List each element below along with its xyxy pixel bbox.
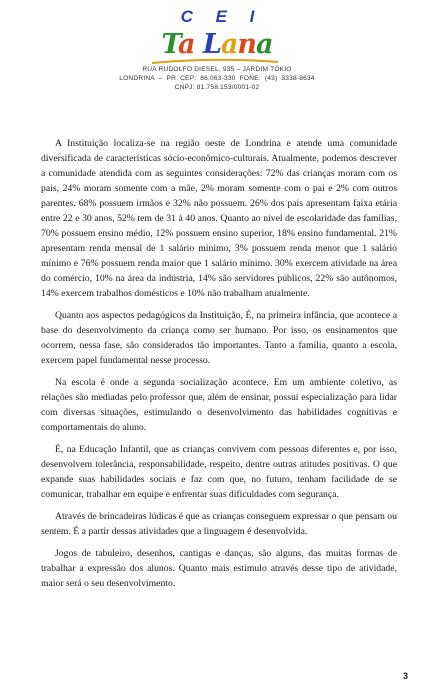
address-city-phone: LONDRINA – PR CEP: 86.063-330 FONE: (43) 3338-8634 xyxy=(119,75,315,82)
logo-wordmark: Ta Lana xyxy=(161,29,273,60)
logo-swoosh-icon xyxy=(150,58,280,66)
page-number: 3 xyxy=(402,671,408,681)
paragraph: Jogos de tabuleiro, desenhos, cantigas e danças, são alguns, das muitas formas de trabalhar a expressão dos alunos. Quanto mais estímulo através desse tipo de atividade, maior será o seu desenvolvimento. xyxy=(41,548,397,589)
address-street: RUA RUDOLFO DIESEL, 935 – JARDIM TÓKIO xyxy=(142,66,292,73)
paragraph: Através de brincadeiras lúdicas é que as crianças conseguem expressar o que pensam ou sentem. É a partir dessas atividades que a linguagem é desenvolvida. xyxy=(41,511,397,537)
paragraph: Na escola é onde a segunda socialização acontece. Em um ambiente coletivo, as relações são mediadas pelo professor que, além de ensinar, possui especialização para lidar com diversas situações, estimulando o desenvolvimento das habilidades cognitivas e comportamentais do aluno. xyxy=(41,377,397,433)
paragraph: A Instituição localiza-se na região oeste de Londrina e atende uma comunidade diversificada de características sócio-econômico-culturais. Atualmente, podemos descrever a comunidade atendida com as seguintes considerações: 72% das crianças moram com os pais, 24% moram somente com a mãe, 2% moram somente com o pai e 2% com outros parentes. 68% possuem irmãos e 32% não possuem. 26% dos pais apresentam faixa etária entre 22 e 30 anos, 52% tem de 31 à 40 anos. Quanto ao nível de escolaridade das famílias, 70% possuem ensino médio, 12% possuem ensino superior, 18% ensino fundamental. 21% apresentam renda mensal de 1 salário mínimo, 3% possuem renda menor que 1 salário mínimo e 76% possuem renda maior que 1 salário mínimo. 30% exercem atividade na área do comércio, 10% na área da indústria, 14% são servidores públicos, 22% são autônomos, 14% exercem trabalhos domésticos e 10% não trabalham atualmente. xyxy=(41,138,397,299)
paragraph: Quanto aos aspectos pedagógicos da Instituição, É, na primeira infância, que acontece a base do desenvolvimento da criança como ser humano. Por isso, os ensinamentos que ocorrem, nessa fase, são considerados tão importantes. Tanto a família, quanto a escola, exercem papel fundamental nesse processo. xyxy=(41,310,397,366)
document-body xyxy=(41,136,397,598)
cei-title: C E I xyxy=(180,7,264,26)
letterhead xyxy=(0,8,434,92)
paragraph: É, na Educação Infantil, que as crianças convivem com pessoas diferentes e, por isso, desenvolvem tolerância, responsabilidade, respeito, dentre outras atitudes positivas. O que expande suas habilidades sociais e faz com que, no futuro, tenham facilidade de se comunicar, trabalhar em equipe e enfrentar suas dificuldades com segurança. xyxy=(41,444,397,500)
school-logo xyxy=(0,28,434,64)
address-cnpj: CNPJ: 81.758.153/0001-02 xyxy=(174,84,260,91)
